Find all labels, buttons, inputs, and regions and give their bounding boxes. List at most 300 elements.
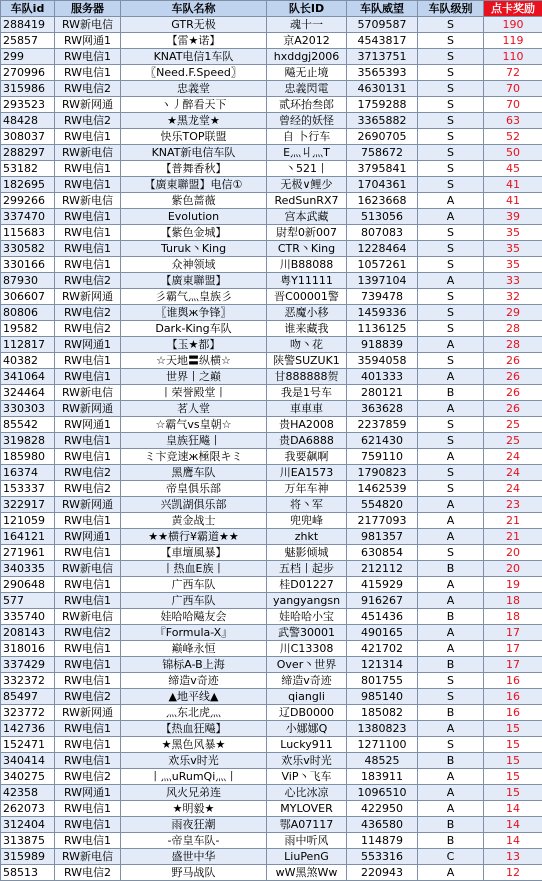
prestige-cell: 1096510 [347,785,418,801]
prestige-cell: 3594058 [347,353,418,369]
reward-cell: 18 [484,609,542,625]
table-row [1,689,542,705]
captain-id-cell: 忠義閃電 [267,81,347,97]
team-id-cell: 330582 [1,241,55,257]
reward-cell: 28 [484,321,542,337]
level-cell: S [418,225,484,241]
level-cell: A [418,401,484,417]
prestige-cell: 554820 [347,497,418,513]
team-id-cell: 313875 [1,833,55,849]
prestige-cell: 630854 [347,545,418,561]
captain-id-cell: 川C13308 [267,641,347,657]
header-row [1,1,542,17]
prestige-cell: 183911 [347,769,418,785]
table-row [1,737,542,753]
level-cell: S [418,161,484,177]
level-cell: S [418,97,484,113]
team-id-cell: 308037 [1,129,55,145]
prestige-cell: 3365882 [347,113,418,129]
server-cell: RW电信1 [55,49,121,65]
reward-cell: 33 [484,273,542,289]
prestige-cell: 3795841 [347,161,418,177]
reward-cell: 28 [484,337,542,353]
team-id-cell: 288419 [1,17,55,33]
table-row [1,417,542,433]
level-cell: A [418,497,484,513]
level-cell: B [418,817,484,833]
team-name-cell: ☆天地〓纵横☆ [121,353,267,369]
table-row [1,49,542,65]
team-id-cell: 318016 [1,641,55,657]
server-cell: RW新网通 [55,705,121,721]
team-name-cell: 缔造v奇迹 [121,673,267,689]
table-row [1,353,542,369]
level-cell: S [418,673,484,689]
prestige-cell: 1136125 [347,321,418,337]
team-name-cell: 【玉★都】 [121,337,267,353]
reward-cell: 52 [484,129,542,145]
table-row [1,545,542,561]
team-id-cell: 315986 [1,81,55,97]
prestige-cell: 436580 [347,817,418,833]
level-cell: B [418,753,484,769]
reward-cell: 23 [484,497,542,513]
team-id-cell: 312404 [1,817,55,833]
level-cell: S [418,689,484,705]
captain-id-cell: 雨中听风 [267,833,347,849]
captain-id-cell: 将丶军 [267,497,347,513]
server-cell: RW电信1 [55,801,121,817]
team-id-cell: 271961 [1,545,55,561]
team-id-cell: 299 [1,49,55,65]
server-cell: RW电信1 [55,369,121,385]
server-cell: RW电信2 [55,305,121,321]
captain-id-cell: 魅影倾城 [267,545,347,561]
reward-cell: 21 [484,529,542,545]
server-cell: RW电信1 [55,657,121,673]
prestige-cell: 1759288 [347,97,418,113]
header-prestige: 车队威望 [347,1,418,17]
captain-id-cell: Lucky911 [267,737,347,753]
reward-cell: 14 [484,833,542,849]
team-id-cell: 340335 [1,561,55,577]
table-row [1,81,542,97]
level-cell: A [418,577,484,593]
table-row [1,785,542,801]
reward-cell: 50 [484,145,542,161]
table-row [1,865,542,881]
team-name-cell: 黄金战士 [121,513,267,529]
level-cell: S [418,545,484,561]
captain-id-cell: 万年车神 [267,481,347,497]
table-row [1,113,542,129]
level-cell: A [418,785,484,801]
team-id-cell: 121059 [1,513,55,529]
captain-id-cell: zhkt [267,529,347,545]
team-id-cell: 337429 [1,657,55,673]
table-row [1,337,542,353]
reward-cell: 26 [484,385,542,401]
team-name-cell: 广西车队 [121,593,267,609]
reward-cell: 35 [484,225,542,241]
prestige-cell: 1462539 [347,481,418,497]
team-id-cell: 270996 [1,65,55,81]
team-name-cell: ヽ丿醉看天下 [121,97,267,113]
level-cell: A [418,209,484,225]
team-id-cell: 293523 [1,97,55,113]
team-id-cell: 53182 [1,161,55,177]
server-cell: RW电信1 [55,577,121,593]
table-row [1,161,542,177]
prestige-cell: 807083 [347,225,418,241]
reward-cell: 15 [484,721,542,737]
team-name-cell: GTR无极 [121,17,267,33]
reward-cell: 26 [484,401,542,417]
team-id-cell: 42358 [1,785,55,801]
prestige-cell: 4630131 [347,81,418,97]
server-cell: RW电信1 [55,737,121,753]
server-cell: RW电信1 [55,161,121,177]
prestige-cell: 985140 [347,689,418,705]
team-name-cell: 帝皇俱乐部 [121,481,267,497]
table-row [1,193,542,209]
captain-id-cell: RedSunRX7 [267,193,347,209]
reward-cell: 16 [484,673,542,689]
reward-cell: 35 [484,257,542,273]
reward-cell: 26 [484,369,542,385]
prestige-cell: 1459336 [347,305,418,321]
header-team-name: 车队名称 [121,1,267,17]
team-id-cell: 48428 [1,113,55,129]
level-cell: S [418,305,484,321]
table-row [1,625,542,641]
reward-cell: 12 [484,865,542,881]
captain-id-cell: 丶521丨 [267,161,347,177]
team-name-cell: 『Formula-X』 [121,625,267,641]
level-cell: A [418,369,484,385]
team-id-cell: 577 [1,593,55,609]
team-name-cell: 【廣東聯盟】电信① [121,177,267,193]
team-name-cell: ★黑色风暴★ [121,737,267,753]
team-id-cell: 58513 [1,865,55,881]
team-id-cell: 332372 [1,673,55,689]
team-id-cell: 164121 [1,529,55,545]
captain-id-cell: ViP丶飞车 [267,769,347,785]
prestige-cell: 220943 [347,865,418,881]
level-cell: A [418,193,484,209]
team-name-cell: 世界丨之巅 [121,369,267,385]
server-cell: RW新电信 [55,849,121,865]
team-name-cell: 【廣東聯盟】 [121,273,267,289]
team-id-cell: 153337 [1,481,55,497]
table-row [1,257,542,273]
reward-cell: 24 [484,465,542,481]
team-name-cell: KNAT新电信车队 [121,145,267,161]
captain-id-cell: CTR丶King [267,241,347,257]
team-id-cell: 115683 [1,225,55,241]
level-cell: S [418,145,484,161]
table-row [1,433,542,449]
reward-cell: 70 [484,81,542,97]
captain-id-cell: 粤Y11111 [267,273,347,289]
team-name-cell: 忠義堂 [121,81,267,97]
reward-cell: 39 [484,209,542,225]
team-id-cell: 19582 [1,321,55,337]
captain-id-cell: MYLOVER [267,801,347,817]
captain-id-cell: 无极∨鲤少 [267,177,347,193]
table-row [1,289,542,305]
captain-id-cell: 桂D01227 [267,577,347,593]
table-row [1,657,542,673]
team-id-cell: 315989 [1,849,55,865]
prestige-cell: 2237859 [347,417,418,433]
level-cell: B [418,833,484,849]
table-row [1,97,542,113]
table-row [1,177,542,193]
prestige-cell: 422950 [347,801,418,817]
level-cell: A [418,513,484,529]
team-name-cell: 皇族狂飚丨 [121,433,267,449]
team-id-cell: 324464 [1,385,55,401]
server-cell: RW网通1 [55,417,121,433]
server-cell: RW电信1 [55,241,121,257]
level-cell: A [418,641,484,657]
prestige-cell: 2690705 [347,129,418,145]
team-name-cell: 彡霸气灬皇族彡 [121,289,267,305]
team-id-cell: 341064 [1,369,55,385]
server-cell: RW电信2 [55,273,121,289]
team-id-cell: 25857 [1,33,55,49]
table-row [1,673,542,689]
reward-cell: 29 [484,305,542,321]
team-name-cell: 【雷★诺】 [121,33,267,49]
table-row [1,769,542,785]
captain-id-cell: 甘888888贺 [267,369,347,385]
reward-cell: 119 [484,33,542,49]
server-cell: RW电信2 [55,81,121,97]
reward-cell: 15 [484,753,542,769]
team-id-cell: 330303 [1,401,55,417]
prestige-cell: 114879 [347,833,418,849]
team-name-cell: 娃哈哈飚友会 [121,609,267,625]
server-cell: RW电信1 [55,177,121,193]
captain-id-cell: Over丶世界 [267,657,347,673]
server-cell: RW新电信 [55,145,121,161]
prestige-cell: 1380823 [347,721,418,737]
team-name-cell: ☆霸气vs皇朝☆ [121,417,267,433]
prestige-cell: 513056 [347,209,418,225]
prestige-cell: 1228464 [347,241,418,257]
captain-id-cell: qiangli [267,689,347,705]
prestige-cell: 3713751 [347,49,418,65]
reward-cell: 20 [484,561,542,577]
prestige-cell: 1790823 [347,465,418,481]
level-cell: S [418,417,484,433]
reward-cell: 13 [484,849,542,865]
level-cell: C [418,849,484,865]
reward-cell: 32 [484,289,542,305]
server-cell: RW电信1 [55,225,121,241]
server-cell: RW新网通 [55,401,121,417]
team-name-cell: 盛世中华 [121,849,267,865]
level-cell: S [418,33,484,49]
table-row [1,481,542,497]
server-cell: RW网通1 [55,337,121,353]
level-cell: B [418,705,484,721]
level-cell: A [418,337,484,353]
server-cell: RW电信1 [55,433,121,449]
prestige-cell: 5709587 [347,17,418,33]
team-id-cell: 337470 [1,209,55,225]
table-row [1,321,542,337]
prestige-cell: 185082 [347,705,418,721]
server-cell: RW网通1 [55,785,121,801]
captain-id-cell: 尉犁0新007 [267,225,347,241]
team-id-cell: 185980 [1,449,55,465]
table-row [1,33,542,49]
table-row [1,225,542,241]
team-id-cell: 85497 [1,689,55,705]
captain-id-cell: 我是1号车 [267,385,347,401]
level-cell: A [418,449,484,465]
reward-cell: 41 [484,177,542,193]
captain-id-cell: 恶魔小移 [267,305,347,321]
reward-cell: 26 [484,353,542,369]
team-id-cell: 330166 [1,257,55,273]
team-name-cell: 风火兄弟连 [121,785,267,801]
prestige-cell: 451436 [347,609,418,625]
captain-id-cell: 自 卜行车 [267,129,347,145]
server-cell: RW网通1 [55,529,121,545]
server-cell: RW电信1 [55,209,121,225]
prestige-cell: 621430 [347,433,418,449]
table-row [1,129,542,145]
team-name-cell: 〖谁舆ж争锋〗 [121,305,267,321]
captain-id-cell: 武警30001 [267,625,347,641]
prestige-cell: 981357 [347,529,418,545]
header-server: 服务器 [55,1,121,17]
captain-id-cell: 贵HA2008 [267,417,347,433]
team-name-cell: 广西车队 [121,577,267,593]
team-name-cell: KNAT电信1车队 [121,49,267,65]
reward-cell: 190 [484,17,542,33]
level-cell: S [418,257,484,273]
team-name-cell: 紫色蔷薇 [121,193,267,209]
reward-cell: 17 [484,641,542,657]
prestige-cell: 4543817 [347,33,418,49]
table-row [1,705,542,721]
prestige-cell: 1271100 [347,737,418,753]
team-name-cell: 丨灬uRumQi灬丨 [121,769,267,785]
captain-id-cell: 心比冰凉 [267,785,347,801]
captain-id-cell: 娃哈哈小宝 [267,609,347,625]
level-cell: A [418,865,484,881]
team-id-cell: 288297 [1,145,55,161]
captain-id-cell: 車車車 [267,401,347,417]
level-cell: S [418,65,484,81]
captain-id-cell: 京A2012 [267,33,347,49]
level-cell: A [418,273,484,289]
table-row [1,641,542,657]
level-cell: S [418,49,484,65]
reward-cell: 35 [484,241,542,257]
reward-cell: 63 [484,113,542,129]
prestige-cell: 739478 [347,289,418,305]
server-cell: RW电信1 [55,593,121,609]
reward-cell: 17 [484,625,542,641]
server-cell: RW新网通 [55,497,121,513]
captain-id-cell: 宫本武藏 [267,209,347,225]
reward-cell: 21 [484,513,542,529]
team-id-cell: 85542 [1,417,55,433]
captain-id-cell: 魂十一 [267,17,347,33]
captain-id-cell: 兜兜峰 [267,513,347,529]
team-name-cell: Evolution [121,209,267,225]
level-cell: A [418,769,484,785]
captain-id-cell: wW黑煞Ww [267,865,347,881]
reward-cell: 18 [484,593,542,609]
level-cell: S [418,481,484,497]
prestige-cell: 121314 [347,657,418,673]
reward-cell: 14 [484,801,542,817]
table-body [1,17,542,881]
level-cell: S [418,241,484,257]
server-cell: RW电信1 [55,353,121,369]
team-id-cell: 340414 [1,753,55,769]
reward-cell: 19 [484,577,542,593]
team-id-cell: 112817 [1,337,55,353]
team-id-cell: 182695 [1,177,55,193]
team-name-cell: 兴凯湖俱乐部 [121,497,267,513]
reward-cell: 15 [484,769,542,785]
team-id-cell: 322917 [1,497,55,513]
level-cell: S [418,81,484,97]
table-row [1,513,542,529]
server-cell: RW电信2 [55,321,121,337]
team-id-cell: 290648 [1,577,55,593]
captain-id-cell: 欢乐v时光 [267,753,347,769]
captain-id-cell: 辽DB0000 [267,705,347,721]
server-cell: RW电信1 [55,833,121,849]
reward-cell: 15 [484,737,542,753]
server-cell: RW电信1 [55,545,121,561]
team-name-cell: 灬东北虎灬 [121,705,267,721]
reward-cell: 15 [484,785,542,801]
server-cell: RW新电信 [55,193,121,209]
captain-id-cell: 贵DA6888 [267,433,347,449]
team-id-cell: 323772 [1,705,55,721]
table-row [1,721,542,737]
prestige-cell: 415929 [347,577,418,593]
level-cell: A [418,625,484,641]
server-cell: RW电信2 [55,481,121,497]
prestige-cell: 1704361 [347,177,418,193]
team-id-cell: 152471 [1,737,55,753]
prestige-cell: 758672 [347,145,418,161]
server-cell: RW电信1 [55,817,121,833]
level-cell: A [418,529,484,545]
team-id-cell: 262073 [1,801,55,817]
server-cell: RW电信2 [55,625,121,641]
captain-id-cell: 陕警SUZUK1 [267,353,347,369]
team-id-cell: 80806 [1,305,55,321]
prestige-cell: 3565393 [347,65,418,81]
team-name-cell: 丨荣誉殿堂丨 [121,385,267,401]
level-cell: S [418,465,484,481]
header-captain-id: 队长ID [267,1,347,17]
level-cell: S [418,353,484,369]
table-row [1,609,542,625]
